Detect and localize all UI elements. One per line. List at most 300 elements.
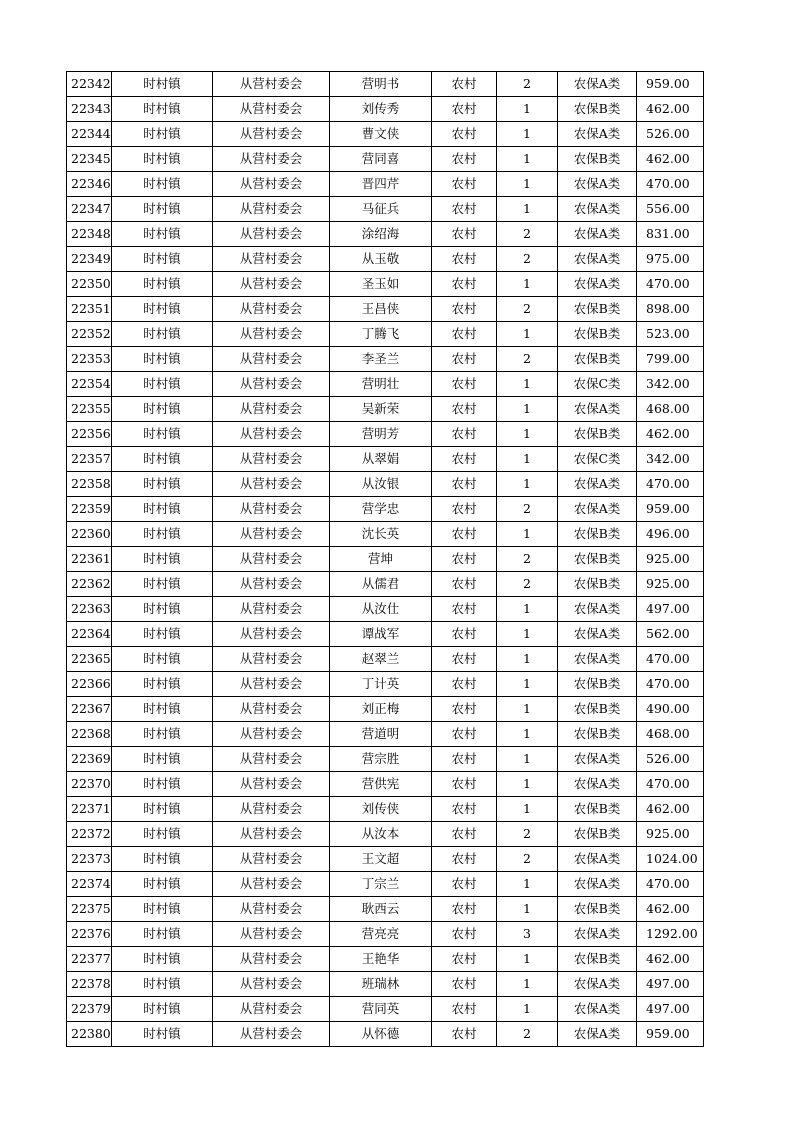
table-row [67,72,704,97]
table-row [67,872,704,897]
household-count-cell: 2 [497,572,558,597]
record-id-cell: 22351 [67,297,112,322]
table-row [67,647,704,672]
town-cell: 时村镇 [112,847,213,872]
household-count-cell: 1 [497,647,558,672]
household-count-cell: 1 [497,947,558,972]
table-row [67,322,704,347]
area-type-cell: 农村 [432,422,497,447]
record-id-cell: 22376 [67,922,112,947]
record-id-cell: 22350 [67,272,112,297]
town-cell: 时村镇 [112,547,213,572]
category-cell: 农保B类 [558,697,637,722]
area-type-cell: 农村 [432,622,497,647]
town-cell: 时村镇 [112,747,213,772]
area-type-cell: 农村 [432,197,497,222]
village-committee-cell: 从营村委会 [213,672,330,697]
area-type-cell: 农村 [432,447,497,472]
name-cell: 沈长英 [330,522,432,547]
village-committee-cell: 从营村委会 [213,722,330,747]
amount-cell: 925.00 [637,572,704,597]
household-count-cell: 2 [497,222,558,247]
category-cell: 农保B类 [558,147,637,172]
area-type-cell: 农村 [432,747,497,772]
category-cell: 农保A类 [558,472,637,497]
town-cell: 时村镇 [112,97,213,122]
name-cell: 王文超 [330,847,432,872]
town-cell: 时村镇 [112,297,213,322]
name-cell: 晋四芹 [330,172,432,197]
table-row [67,147,704,172]
name-cell: 吴新荣 [330,397,432,422]
town-cell: 时村镇 [112,697,213,722]
household-count-cell: 1 [497,972,558,997]
table-row [67,197,704,222]
area-type-cell: 农村 [432,272,497,297]
town-cell: 时村镇 [112,522,213,547]
household-count-cell: 1 [497,372,558,397]
area-type-cell: 农村 [432,522,497,547]
household-count-cell: 1 [497,722,558,747]
name-cell: 丁计英 [330,672,432,697]
village-committee-cell: 从营村委会 [213,147,330,172]
village-committee-cell: 从营村委会 [213,522,330,547]
amount-cell: 523.00 [637,322,704,347]
category-cell: 农保A类 [558,1022,637,1047]
record-id-cell: 22363 [67,597,112,622]
record-id-cell: 22342 [67,72,112,97]
village-committee-cell: 从营村委会 [213,572,330,597]
area-type-cell: 农村 [432,247,497,272]
record-id-cell: 22360 [67,522,112,547]
record-id-cell: 22379 [67,997,112,1022]
household-count-cell: 1 [497,272,558,297]
amount-cell: 925.00 [637,547,704,572]
record-id-cell: 22356 [67,422,112,447]
table-row [67,772,704,797]
household-count-cell: 1 [497,472,558,497]
town-cell: 时村镇 [112,197,213,222]
name-cell: 营同英 [330,997,432,1022]
area-type-cell: 农村 [432,372,497,397]
household-count-cell: 2 [497,847,558,872]
household-count-cell: 2 [497,72,558,97]
amount-cell: 342.00 [637,372,704,397]
area-type-cell: 农村 [432,872,497,897]
record-id-cell: 22344 [67,122,112,147]
town-cell: 时村镇 [112,322,213,347]
town-cell: 时村镇 [112,372,213,397]
name-cell: 营同喜 [330,147,432,172]
name-cell: 刘传侠 [330,797,432,822]
record-id-cell: 22352 [67,322,112,347]
household-count-cell: 1 [497,872,558,897]
table-row [67,497,704,522]
name-cell: 营亮亮 [330,922,432,947]
amount-cell: 556.00 [637,197,704,222]
town-cell: 时村镇 [112,897,213,922]
category-cell: 农保A类 [558,122,637,147]
name-cell: 营供宪 [330,772,432,797]
household-count-cell: 1 [497,322,558,347]
name-cell: 班瑞林 [330,972,432,997]
amount-cell: 959.00 [637,1022,704,1047]
record-id-cell: 22345 [67,147,112,172]
village-committee-cell: 从营村委会 [213,197,330,222]
record-id-cell: 22366 [67,672,112,697]
amount-cell: 490.00 [637,697,704,722]
category-cell: 农保C类 [558,447,637,472]
village-committee-cell: 从营村委会 [213,972,330,997]
village-committee-cell: 从营村委会 [213,347,330,372]
table-row [67,697,704,722]
table-row [67,522,704,547]
village-committee-cell: 从营村委会 [213,947,330,972]
table-row [67,972,704,997]
area-type-cell: 农村 [432,997,497,1022]
table-row [67,297,704,322]
name-cell: 涂绍海 [330,222,432,247]
category-cell: 农保B类 [558,347,637,372]
town-cell: 时村镇 [112,422,213,447]
town-cell: 时村镇 [112,722,213,747]
village-committee-cell: 从营村委会 [213,97,330,122]
household-count-cell: 2 [497,347,558,372]
town-cell: 时村镇 [112,972,213,997]
village-committee-cell: 从营村委会 [213,897,330,922]
village-committee-cell: 从营村委会 [213,297,330,322]
amount-cell: 959.00 [637,72,704,97]
town-cell: 时村镇 [112,822,213,847]
amount-cell: 497.00 [637,597,704,622]
town-cell: 时村镇 [112,572,213,597]
village-committee-cell: 从营村委会 [213,747,330,772]
area-type-cell: 农村 [432,497,497,522]
amount-cell: 497.00 [637,997,704,1022]
category-cell: 农保B类 [558,947,637,972]
record-id-cell: 22365 [67,647,112,672]
area-type-cell: 农村 [432,322,497,347]
record-id-cell: 22367 [67,697,112,722]
area-type-cell: 农村 [432,1022,497,1047]
table-row [67,172,704,197]
name-cell: 营明芳 [330,422,432,447]
name-cell: 从汝本 [330,822,432,847]
table-row [67,897,704,922]
town-cell: 时村镇 [112,1022,213,1047]
record-id-cell: 22372 [67,822,112,847]
record-id-cell: 22347 [67,197,112,222]
amount-cell: 470.00 [637,272,704,297]
town-cell: 时村镇 [112,497,213,522]
town-cell: 时村镇 [112,397,213,422]
name-cell: 圣玉如 [330,272,432,297]
record-id-cell: 22359 [67,497,112,522]
household-count-cell: 1 [497,622,558,647]
household-count-cell: 2 [497,547,558,572]
amount-cell: 468.00 [637,722,704,747]
area-type-cell: 农村 [432,147,497,172]
table-row [67,472,704,497]
amount-cell: 526.00 [637,122,704,147]
village-committee-cell: 从营村委会 [213,597,330,622]
category-cell: 农保A类 [558,72,637,97]
amount-cell: 462.00 [637,147,704,172]
amount-cell: 1292.00 [637,922,704,947]
record-id-cell: 22375 [67,897,112,922]
village-committee-cell: 从营村委会 [213,647,330,672]
village-committee-cell: 从营村委会 [213,272,330,297]
household-count-cell: 1 [497,797,558,822]
household-count-cell: 2 [497,247,558,272]
amount-cell: 470.00 [637,472,704,497]
town-cell: 时村镇 [112,872,213,897]
table-row [67,847,704,872]
category-cell: 农保A类 [558,397,637,422]
name-cell: 马征兵 [330,197,432,222]
household-count-cell: 1 [497,447,558,472]
category-cell: 农保A类 [558,922,637,947]
table-row [67,572,704,597]
amount-cell: 342.00 [637,447,704,472]
name-cell: 从翠娟 [330,447,432,472]
record-id-cell: 22355 [67,397,112,422]
amount-cell: 959.00 [637,497,704,522]
table-row [67,347,704,372]
category-cell: 农保B类 [558,797,637,822]
town-cell: 时村镇 [112,797,213,822]
name-cell: 刘传秀 [330,97,432,122]
village-committee-cell: 从营村委会 [213,172,330,197]
category-cell: 农保A类 [558,747,637,772]
household-count-cell: 1 [497,422,558,447]
area-type-cell: 农村 [432,722,497,747]
table-row [67,272,704,297]
village-committee-cell: 从营村委会 [213,772,330,797]
table-row [67,547,704,572]
area-type-cell: 农村 [432,547,497,572]
name-cell: 从玉敬 [330,247,432,272]
name-cell: 从儒君 [330,572,432,597]
village-committee-cell: 从营村委会 [213,422,330,447]
name-cell: 谭战军 [330,622,432,647]
record-id-cell: 22374 [67,872,112,897]
household-count-cell: 1 [497,697,558,722]
village-committee-cell: 从营村委会 [213,872,330,897]
table-row [67,722,704,747]
area-type-cell: 农村 [432,847,497,872]
household-count-cell: 1 [497,172,558,197]
town-cell: 时村镇 [112,597,213,622]
category-cell: 农保A类 [558,172,637,197]
area-type-cell: 农村 [432,297,497,322]
table-row [67,672,704,697]
town-cell: 时村镇 [112,122,213,147]
amount-cell: 898.00 [637,297,704,322]
category-cell: 农保A类 [558,622,637,647]
record-id-cell: 22348 [67,222,112,247]
village-committee-cell: 从营村委会 [213,72,330,97]
name-cell: 赵翠兰 [330,647,432,672]
name-cell: 从汝仕 [330,597,432,622]
area-type-cell: 农村 [432,397,497,422]
town-cell: 时村镇 [112,922,213,947]
table-row [67,247,704,272]
name-cell: 李圣兰 [330,347,432,372]
town-cell: 时村镇 [112,147,213,172]
category-cell: 农保A类 [558,847,637,872]
name-cell: 丁腾飞 [330,322,432,347]
name-cell: 耿西云 [330,897,432,922]
table-row [67,997,704,1022]
table-body [67,72,704,1047]
household-count-cell: 1 [497,97,558,122]
town-cell: 时村镇 [112,672,213,697]
area-type-cell: 农村 [432,897,497,922]
name-cell: 营学忠 [330,497,432,522]
table-row [67,422,704,447]
table-row [67,797,704,822]
household-count-cell: 1 [497,772,558,797]
area-type-cell: 农村 [432,797,497,822]
record-id-cell: 22380 [67,1022,112,1047]
name-cell: 丁宗兰 [330,872,432,897]
name-cell: 刘正梅 [330,697,432,722]
village-committee-cell: 从营村委会 [213,847,330,872]
amount-cell: 462.00 [637,97,704,122]
household-count-cell: 2 [497,1022,558,1047]
amount-cell: 925.00 [637,822,704,847]
village-committee-cell: 从营村委会 [213,322,330,347]
area-type-cell: 农村 [432,347,497,372]
category-cell: 农保A类 [558,597,637,622]
name-cell: 营明壮 [330,372,432,397]
area-type-cell: 农村 [432,922,497,947]
town-cell: 时村镇 [112,647,213,672]
name-cell: 营明书 [330,72,432,97]
town-cell: 时村镇 [112,72,213,97]
table-row [67,622,704,647]
household-count-cell: 1 [497,897,558,922]
amount-cell: 799.00 [637,347,704,372]
town-cell: 时村镇 [112,997,213,1022]
record-id-cell: 22343 [67,97,112,122]
category-cell: 农保A类 [558,972,637,997]
village-committee-cell: 从营村委会 [213,447,330,472]
area-type-cell: 农村 [432,97,497,122]
household-count-cell: 1 [497,397,558,422]
amount-cell: 462.00 [637,947,704,972]
town-cell: 时村镇 [112,272,213,297]
area-type-cell: 农村 [432,947,497,972]
table-row [67,597,704,622]
record-id-cell: 22370 [67,772,112,797]
village-committee-cell: 从营村委会 [213,697,330,722]
record-id-cell: 22354 [67,372,112,397]
household-count-cell: 3 [497,922,558,947]
village-committee-cell: 从营村委会 [213,822,330,847]
amount-cell: 975.00 [637,247,704,272]
village-committee-cell: 从营村委会 [213,397,330,422]
village-committee-cell: 从营村委会 [213,497,330,522]
table-row [67,1022,704,1047]
household-count-cell: 2 [497,297,558,322]
amount-cell: 470.00 [637,872,704,897]
area-type-cell: 农村 [432,672,497,697]
record-id-cell: 22346 [67,172,112,197]
amount-cell: 462.00 [637,897,704,922]
amount-cell: 470.00 [637,672,704,697]
record-id-cell: 22373 [67,847,112,872]
record-id-cell: 22378 [67,972,112,997]
town-cell: 时村镇 [112,172,213,197]
table-row [67,372,704,397]
table-row [67,447,704,472]
category-cell: 农保A类 [558,997,637,1022]
record-id-cell: 22361 [67,547,112,572]
area-type-cell: 农村 [432,822,497,847]
village-committee-cell: 从营村委会 [213,472,330,497]
category-cell: 农保B类 [558,547,637,572]
village-committee-cell: 从营村委会 [213,922,330,947]
category-cell: 农保A类 [558,247,637,272]
record-id-cell: 22368 [67,722,112,747]
town-cell: 时村镇 [112,947,213,972]
area-type-cell: 农村 [432,72,497,97]
category-cell: 农保A类 [558,272,637,297]
category-cell: 农保B类 [558,822,637,847]
table-row [67,747,704,772]
amount-cell: 462.00 [637,422,704,447]
table-row [67,922,704,947]
category-cell: 农保A类 [558,497,637,522]
record-id-cell: 22353 [67,347,112,372]
amount-cell: 1024.00 [637,847,704,872]
household-count-cell: 1 [497,672,558,697]
town-cell: 时村镇 [112,222,213,247]
category-cell: 农保A类 [558,772,637,797]
record-id-cell: 22371 [67,797,112,822]
household-count-cell: 1 [497,122,558,147]
village-committee-cell: 从营村委会 [213,797,330,822]
household-count-cell: 2 [497,822,558,847]
village-committee-cell: 从营村委会 [213,622,330,647]
area-type-cell: 农村 [432,122,497,147]
record-id-cell: 22358 [67,472,112,497]
table-row [67,97,704,122]
village-committee-cell: 从营村委会 [213,547,330,572]
area-type-cell: 农村 [432,772,497,797]
area-type-cell: 农村 [432,647,497,672]
name-cell: 从汝银 [330,472,432,497]
amount-cell: 462.00 [637,797,704,822]
category-cell: 农保B类 [558,572,637,597]
table-row [67,822,704,847]
household-count-cell: 1 [497,197,558,222]
name-cell: 从怀德 [330,1022,432,1047]
amount-cell: 470.00 [637,647,704,672]
village-committee-cell: 从营村委会 [213,122,330,147]
village-committee-cell: 从营村委会 [213,247,330,272]
category-cell: 农保A类 [558,647,637,672]
area-type-cell: 农村 [432,172,497,197]
category-cell: 农保B类 [558,672,637,697]
village-committee-cell: 从营村委会 [213,222,330,247]
area-type-cell: 农村 [432,472,497,497]
town-cell: 时村镇 [112,347,213,372]
record-id-cell: 22357 [67,447,112,472]
category-cell: 农保B类 [558,422,637,447]
